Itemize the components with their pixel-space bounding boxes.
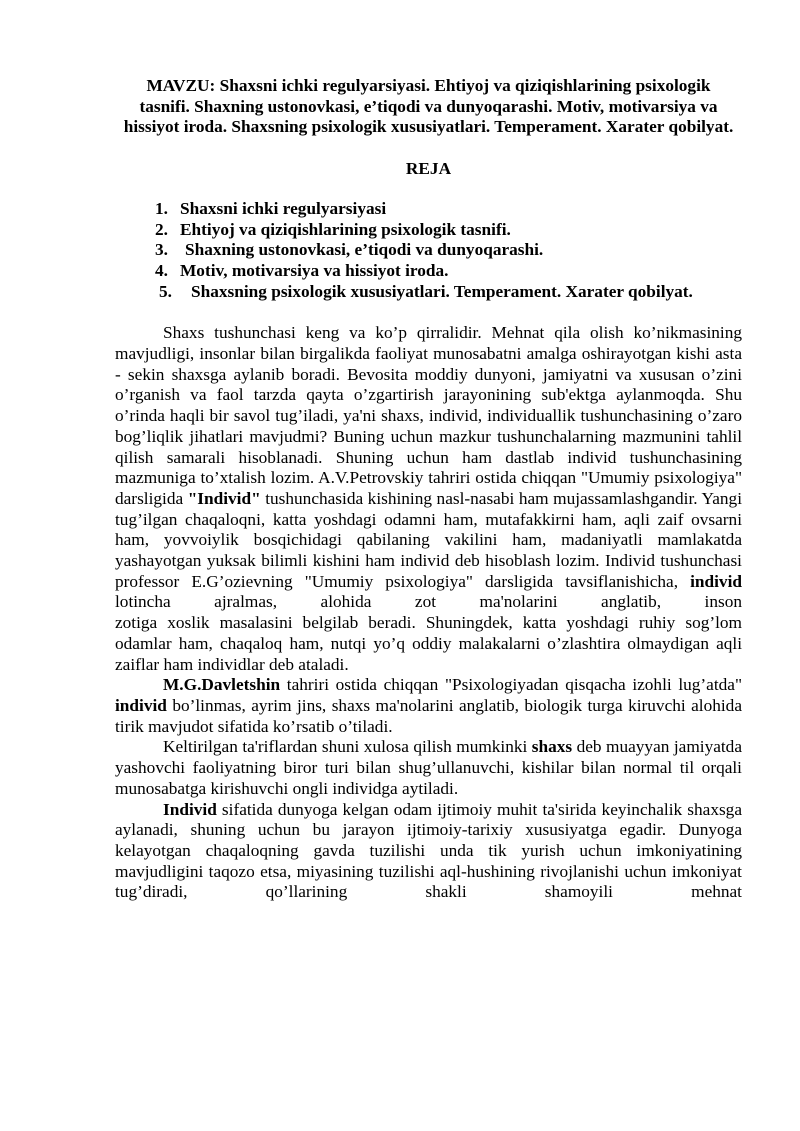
plan-item-number: 2. bbox=[155, 219, 168, 239]
paragraph-4 bbox=[115, 800, 742, 904]
document-title: MAVZU: Shaxsni ichki regulyarsiyasi. Ehtiyoj va qiziqishlarining psixologik tasnifi. Shaxning ustonovkasi, e’tiqodi va dunyoqarashi. Motiv, motivarsiya va hissiyot iroda. Shaxsning psixologik xususiyatlari. Temperament. Xarater qobilyat. bbox=[123, 76, 734, 137]
plan-item bbox=[155, 220, 742, 241]
paragraph-2 bbox=[115, 675, 742, 737]
paragraph-text: tushunchasida kishining nasl-nasabi ham mujassamlashgandir. Yangi tug’ilgan chaqaloqni, katta yoshdagi odamni ham, mutafakkirni ham, aqli zaif ovsarni ham, yovvoiylik bosqichidagi qabilaning vakilini ham, madaniyatli mamlakatda yashayotgan yuksak bilimli kishini ham individ deb hisoblash lozim. Individ tushunchasi professor E.G’ozievning "Umumiy psixologiya" darsligida tavsiflanishicha, bbox=[115, 488, 742, 591]
plan-item bbox=[155, 261, 742, 282]
plan-item-number: 1. bbox=[155, 198, 168, 218]
plan-item-number: 4. bbox=[155, 260, 168, 280]
plan-heading: REJA bbox=[405, 159, 452, 179]
paragraph-1-continued: zotiga xoslik masalasini belgilab beradi. Shuningdek, katta yoshdagi ruhiy sog’lom odamlar ham, chaqaloq ham, nutqi yo’q oddiy malakalarni o’zlashtira olmaydigan aqli zaiflar ham individlar deb ataladi. bbox=[115, 613, 742, 674]
plan-item-number: 5. bbox=[159, 281, 172, 301]
plan-item-text: Shaxsni ichki regulyarsiyasi bbox=[180, 198, 387, 218]
paragraph-text: Shaxs tushunchasi keng va ko’p qirralidir. Mehnat qila olish ko’nikmasining mavjudligi, insonlar bilan birgalikda faoliyat munosabatni amalga oshirayotgan kishi asta - sekin shaxsga aylanib boradi. Bevosita moddiy dunyoni, jamiyatni va xususan o’zini o’rganish va faol tarzda qayta o’zgartirish jarayonining sub'ektga aylanmoqda. Shu o’rinda haqli bir savol tug’iladi, ya'ni shaxs, individ, individuallik tushunchasining o’zaro bog’liqlik jihatlari mavjudmi? Buning uchun mazkur tushunchalarning mazmunini tahlil qilish samarali hisoblanadi. Shuning uchun ham dastlab individ tushunchasining mazmuniga to’xtalish lozim. A.V.Petrovskiy tahriri ostida chiqqan "Umumiy psixologiya" darsligida bbox=[115, 323, 742, 508]
paragraph-text: tahriri ostida chiqqan "Psixologiyadan qisqacha izohli lug’atda" bbox=[280, 675, 742, 695]
bold-term: M.G.Davletshin bbox=[163, 675, 281, 695]
paragraph-text: lotincha ajralmas, alohida zot ma'nolarini anglatib, inson bbox=[115, 592, 742, 612]
bold-term: Individ bbox=[163, 799, 217, 819]
plan-item-text: Motiv, motivarsiya va hissiyot iroda. bbox=[180, 260, 449, 280]
paragraph-text: Keltirilgan ta'riflardan shuni xulosa qilish mumkinki bbox=[163, 737, 532, 757]
bold-term: "Individ" bbox=[187, 488, 261, 508]
plan-item bbox=[155, 199, 742, 220]
plan-item-text: Ehtiyoj va qiziqishlarining psixologik tasnifi. bbox=[180, 219, 511, 239]
plan-list bbox=[115, 199, 742, 303]
plan-item bbox=[159, 282, 742, 303]
plan-item-text: Shaxning ustonovkasi, e’tiqodi va dunyoqarashi. bbox=[185, 240, 544, 260]
plan-item bbox=[155, 240, 742, 261]
paragraph-3 bbox=[115, 737, 742, 799]
plan-item-text: Shaxsning psixologik xususiyatlari. Temperament. Xarater qobilyat. bbox=[191, 281, 693, 301]
bold-term: individ bbox=[115, 695, 167, 715]
plan-item-number: 3. bbox=[155, 240, 168, 260]
paragraph-text: sifatida dunyoga kelgan odam ijtimoiy muhit ta'sirida keyinchalik shaxsga aylanadi, shuning uchun bu jarayon ijtimoiy-tarixiy xususiyatga egadir. Dunyoga kelayotgan chaqaloqning gavda tuzilishi unda tik yurish uchun imkoniyatining mavjudligini taqozo etsa, miyasining tuzilishi aql-hushining rivojlanishi uchun imkoniyat tug’diradi, qo’llarining shakli shamoyili mehnat bbox=[115, 799, 742, 902]
paragraph-text: bo’linmas, ayrim jins, shaxs ma'nolarini anglatib, biologik turga kiruvchi alohida tirik mavjudot sifatida ko’rsatib o’tiladi. bbox=[115, 695, 742, 736]
paragraph-1 bbox=[115, 323, 742, 613]
bold-term: individ bbox=[690, 571, 742, 591]
paragraph-text: deb muayyan jamiyatda yashovchi faoliyatning biror turi bilan shug’ullanuvchi, kishilar bilan normal til orqali munosabatga kirishuvchi ongli individga aytiladi. bbox=[115, 737, 742, 798]
bold-term: shaxs bbox=[531, 737, 573, 757]
